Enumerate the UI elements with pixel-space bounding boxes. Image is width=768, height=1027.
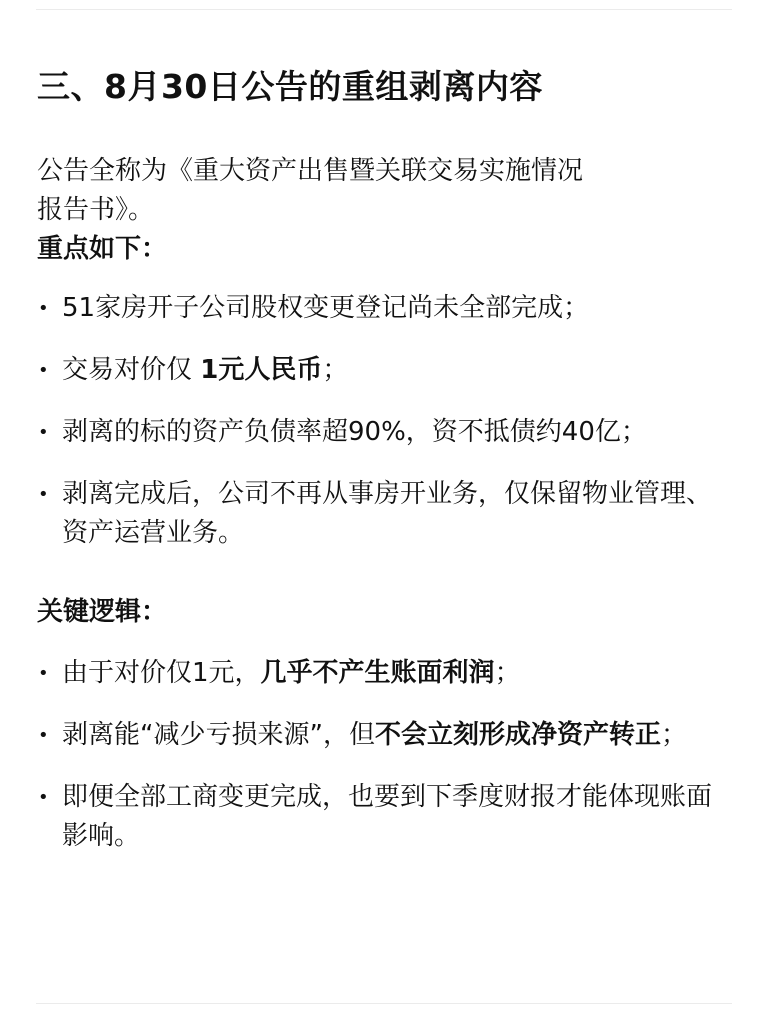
list-item-text: 由于对价仅1元，	[62, 658, 261, 688]
intro-line-2: 报告书》。	[37, 195, 155, 225]
list-item-text: ；	[494, 658, 521, 688]
key-logic-list	[37, 654, 737, 856]
list-item-text: 交易对价仅	[62, 355, 201, 385]
list-item-emphasis: 几乎不产生账面利润	[260, 658, 495, 688]
list-item	[37, 716, 737, 755]
intro-paragraph	[37, 152, 677, 230]
list-item-text: 剥离完成后，公司不再从事房开业务，仅保留物业管理、资产运营业务。	[62, 479, 713, 548]
article-content	[37, 60, 737, 879]
list-item-text: 51家房开子公司股权变更登记尚未全部完成；	[62, 293, 590, 323]
list-item-text: ；	[322, 355, 349, 385]
list-item	[37, 654, 737, 693]
key-points-list	[37, 289, 737, 553]
list-item	[37, 413, 737, 452]
list-item-text: 即便全部工商变更完成，也要到下季度财报才能体现账面影响。	[62, 782, 713, 851]
list-item	[37, 475, 737, 553]
list-item-text: 剥离的标的资产负债率超90%，资不抵债约40亿；	[62, 417, 647, 447]
list-item	[37, 778, 737, 856]
list-item-text: 剥离能“减少亏损来源”，但	[62, 720, 375, 750]
list-item-emphasis: 不会立刻形成净资产转正	[374, 720, 661, 750]
list-item	[37, 289, 737, 328]
bottom-divider	[36, 1003, 732, 1004]
list-item	[37, 351, 737, 390]
list-item-emphasis: 1元人民币	[200, 355, 323, 385]
top-divider	[36, 9, 732, 10]
section-title: 三、8月30日公告的重组剥离内容	[37, 67, 543, 106]
key-logic-heading: 关键逻辑：	[37, 597, 168, 627]
intro-line-1: 公告全称为《重大资产出售暨关联交易实施情况	[37, 156, 584, 186]
list-item-text: ；	[660, 720, 687, 750]
key-points-heading: 重点如下：	[37, 234, 168, 264]
